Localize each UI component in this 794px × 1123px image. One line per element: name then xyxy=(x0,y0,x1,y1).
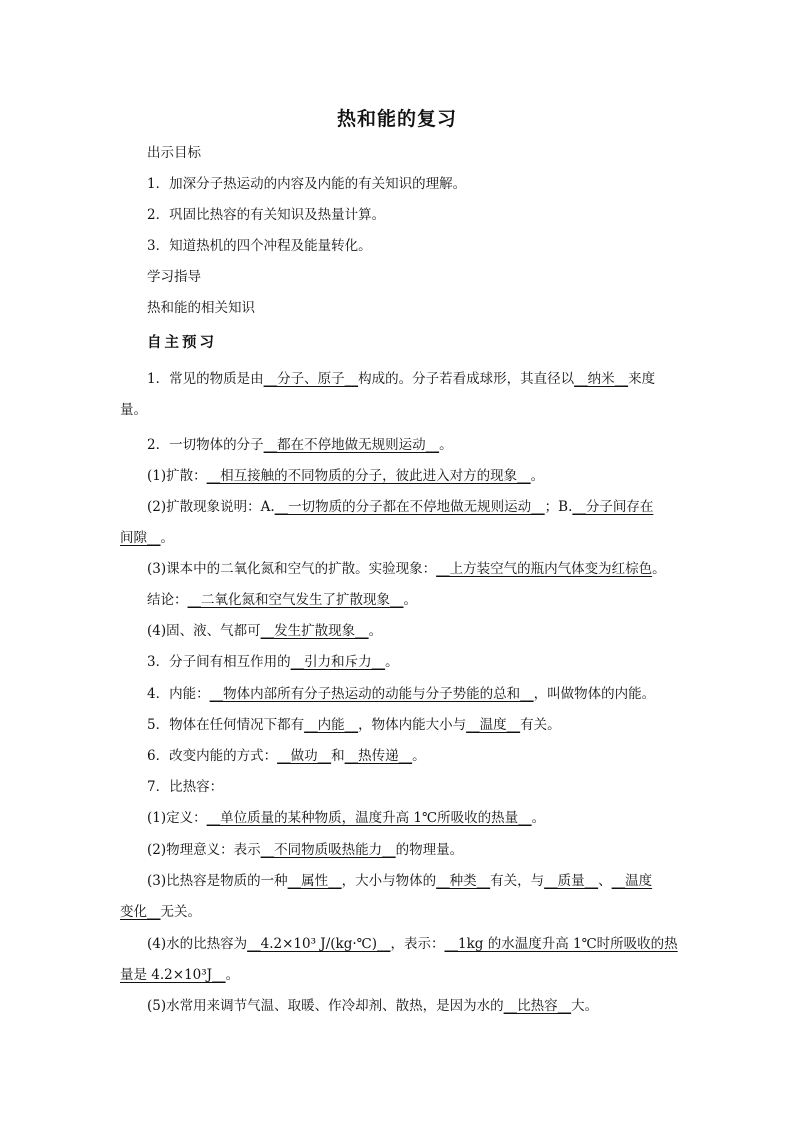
question-7-3-line-2: 变化__无关。 xyxy=(120,904,201,920)
question-1-line-1: 1．常见的物质是由__分子、原子__构成的。分子若看成球形，其直径以__纳米__来度 xyxy=(147,371,656,387)
answer-blank: __内能__ xyxy=(304,717,359,733)
answer-blank: __引力和斥力__ xyxy=(290,654,386,670)
question-2-3: (3)课本中的二氧化氮和空气的扩散。实验现象：__上方装空气的瓶内气体变为红棕色。 xyxy=(147,561,666,577)
answer-blank: __1kg 的水温度升高 1℃时所吸收的热 xyxy=(444,936,678,952)
question-2-3-conclusion: 结论：__二氧化氮和空气发生了扩散现象__。 xyxy=(147,592,417,608)
answer-blank: __质量__ xyxy=(544,873,599,889)
answer-blank: __种类__ xyxy=(436,873,491,889)
page-title: 热和能的复习 xyxy=(336,108,457,130)
heading-preview: 自主预习 xyxy=(147,334,217,351)
question-6: 6．改变内能的方式：__做功__和__热传递__。 xyxy=(147,748,426,764)
answer-blank: __一切物质的分子都在不停地做无规则运动__ xyxy=(274,499,545,515)
question-7-5: (5)水常用来调节气温、取暖、作冷却剂、散热，是因为水的__比热容__大。 xyxy=(147,998,599,1014)
question-7-4-line-2: 量是 4.2×10³J__。 xyxy=(120,967,240,983)
answer-blank: __纳米__ xyxy=(574,371,629,387)
answer-blank: __不同物质吸热能力__ xyxy=(260,842,396,858)
answer-blank: __上方装空气的瓶内气体变为红棕色 xyxy=(436,561,653,577)
answer-blank: __发生扩散现象__ xyxy=(260,623,369,639)
answer-blank: 量是 4.2×10³J__ xyxy=(120,967,226,983)
answer-blank: __物体内部所有分子热运动的动能与分子势能的总和__ xyxy=(209,686,534,702)
question-7-1: (1)定义：__单位质量的某种物质，温度升高 1℃所吸收的热量__。 xyxy=(147,810,546,826)
answer-blank: 变化__ xyxy=(120,904,161,920)
question-4: 4．内能：__物体内部所有分子热运动的动能与分子势能的总和__，叫做物体的内能。 xyxy=(147,686,656,702)
answer-blank: __4.2×10³ J/(kg·℃)__ xyxy=(247,936,391,952)
question-2-2-line-2: 间隙__。 xyxy=(120,530,174,546)
question-2-1: (1)扩散：__相互接触的不同物质的分子，彼此进入对方的现象__。 xyxy=(147,468,545,484)
question-3: 3．分子间有相互作用的__引力和斥力__。 xyxy=(147,654,399,670)
answer-blank: __单位质量的某种物质，温度升高 1℃所吸收的热量__ xyxy=(206,810,532,826)
answer-blank: __二氧化氮和空气发生了扩散现象__ xyxy=(187,592,404,608)
answer-blank: __都在不停地做无规则运动__ xyxy=(263,437,440,453)
question-2-4: (4)固、液、气都可__发生扩散现象__。 xyxy=(147,623,383,639)
question-7: 7．比热容： xyxy=(147,779,224,795)
question-7-4-line-1: (4)水的比热容为__4.2×10³ J/(kg·℃)__，表示：__1kg 的水温度升高 1℃时所吸收的热 xyxy=(147,936,678,952)
answer-blank: __属性__ xyxy=(287,873,342,889)
answer-blank: __做功__ xyxy=(277,748,332,764)
question-7-2: (2)物理意义：表示__不同物质吸热能力__的物理量。 xyxy=(147,842,464,858)
answer-blank: __分子、原子__ xyxy=(263,371,359,387)
answer-blank: 间隙__ xyxy=(120,530,161,546)
answer-blank: __比热容__ xyxy=(503,998,572,1014)
heading-guidance: 学习指导 xyxy=(147,269,201,285)
question-2-2-line-1: (2)扩散现象说明：A.__一切物质的分子都在不停地做无规则运动__；B.__分子间存在 xyxy=(147,499,654,515)
answer-blank: __相互接触的不同物质的分子，彼此进入对方的现象__ xyxy=(206,468,531,484)
answer-blank: __温度 xyxy=(611,873,653,889)
question-2: 2．一切物体的分子__都在不停地做无规则运动__。 xyxy=(147,437,453,453)
question-7-3-line-1: (3)比热容是物质的一种__属性__，大小与物体的__种类__有关，与__质量__、__温度 xyxy=(147,873,653,889)
question-1-line-2: 量。 xyxy=(120,402,147,418)
question-5: 5．物体在任何情况下都有__内能__，物体内能大小与__温度__有关。 xyxy=(147,717,561,733)
heading-objectives: 出示目标 xyxy=(147,145,201,161)
answer-blank: __温度__ xyxy=(466,717,521,733)
objective-2: 2．巩固比热容的有关知识及热量计算。 xyxy=(147,207,386,223)
subheading-knowledge: 热和能的相关知识 xyxy=(147,300,255,316)
objective-1: 1．加深分子热运动的内容及内能的有关知识的理解。 xyxy=(147,176,467,192)
answer-blank: __热传递__ xyxy=(344,748,413,764)
objective-3: 3．知道热机的四个冲程及能量转化。 xyxy=(147,238,372,254)
answer-blank: __分子间存在 xyxy=(572,499,654,515)
